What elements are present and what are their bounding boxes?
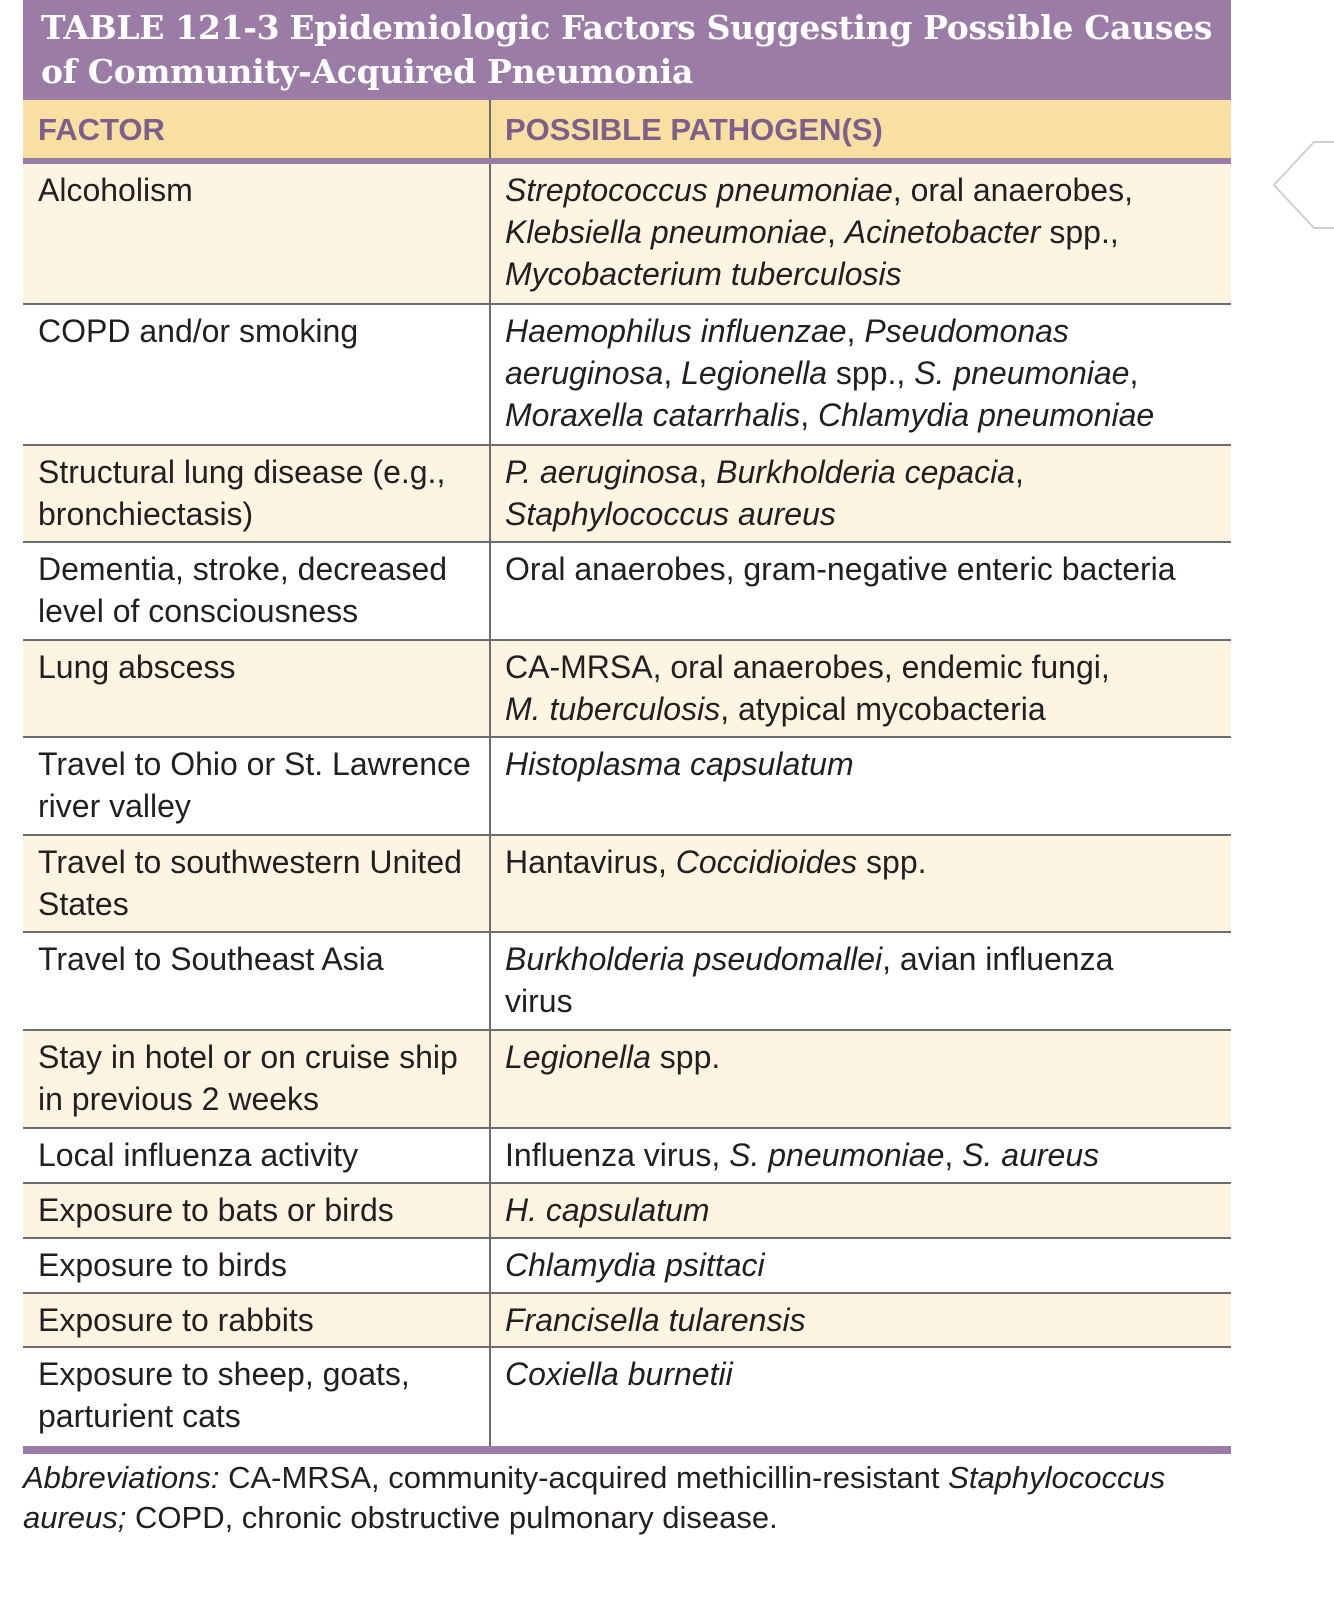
text-segment: Influenza virus, xyxy=(505,1137,730,1173)
text-segment: , xyxy=(698,454,717,490)
italic-text: Histoplasma capsulatum xyxy=(505,746,854,782)
italic-text: Abbreviations: xyxy=(23,1460,220,1495)
text-segment: Oral anaerobes, gram-negative enteric bacteria xyxy=(505,551,1176,587)
pathogen-cell xyxy=(491,933,1231,1029)
pathogen-cell xyxy=(491,1239,1231,1292)
factor-cell: Exposure to rabbits xyxy=(23,1294,491,1346)
pathogen-cell xyxy=(491,641,1231,736)
text-segment: COPD, chronic obstructive pulmonary disease. xyxy=(126,1500,778,1535)
factor-cell: Local influenza activity xyxy=(23,1129,491,1182)
table-row xyxy=(23,305,1231,446)
italic-text: Coccidioides xyxy=(675,844,858,880)
table-title-text: Epidemiologic Factors Suggesting Possible Causes of Community-Acquired Pneumonia xyxy=(41,8,1213,91)
factor-cell: Travel to Southeast Asia xyxy=(23,933,491,1029)
text-segment: spp., xyxy=(1049,214,1119,250)
pathogen-cell xyxy=(491,1348,1231,1446)
table-body xyxy=(23,164,1231,1454)
italic-text: Streptococcus pneumoniae xyxy=(505,172,893,208)
factor-cell: Lung abscess xyxy=(23,641,491,736)
chevron-left-icon[interactable] xyxy=(1270,140,1334,230)
text-segment: , xyxy=(827,214,845,250)
italic-text: Moraxella catarrhalis xyxy=(505,397,801,433)
pathogen-cell xyxy=(491,836,1231,931)
italic-text: Coxiella burnetii xyxy=(505,1356,733,1392)
italic-text: Chlamydia pneumoniae xyxy=(818,397,1155,433)
text-segment: , xyxy=(1014,454,1024,490)
italic-text: P. aeruginosa xyxy=(505,454,699,490)
factor-cell: Dementia, stroke, decreased level of consciousness xyxy=(23,543,491,639)
italic-text: S. pneumoniae xyxy=(729,1137,945,1173)
pathogen-cell xyxy=(491,1031,1231,1127)
table-row xyxy=(23,1239,1231,1294)
column-header-pathogens: POSSIBLE PATHOGEN(S) xyxy=(505,112,883,147)
table-row xyxy=(23,1031,1231,1129)
pathogen-cell xyxy=(491,543,1231,639)
italic-text: Chlamydia psittaci xyxy=(505,1247,765,1283)
italic-text: Legionella xyxy=(681,355,828,391)
factor-cell: Exposure to bats or birds xyxy=(23,1184,491,1237)
italic-text: Francisella tularensis xyxy=(505,1302,806,1338)
text-segment: , xyxy=(800,397,818,433)
factor-cell: Travel to southwestern United States xyxy=(23,836,491,931)
pathogen-cell xyxy=(491,738,1231,834)
table-row xyxy=(23,836,1231,933)
italic-text: Klebsiella pneumoniae xyxy=(505,214,827,250)
column-header-row xyxy=(23,100,1231,164)
factor-cell: Alcoholism xyxy=(23,164,491,303)
table-row xyxy=(23,738,1231,836)
pathogen-cell xyxy=(491,446,1231,541)
factor-cell: Stay in hotel or on cruise ship in previous 2 weeks xyxy=(23,1031,491,1127)
text-segment: , xyxy=(846,313,865,349)
italic-text: Acinetobacter xyxy=(844,214,1041,250)
factor-cell: Exposure to sheep, goats, parturient cats xyxy=(23,1348,491,1446)
column-header-factor: FACTOR xyxy=(23,100,491,158)
text-segment: CA-MRSA, community-acquired methicillin-resistant xyxy=(219,1460,949,1495)
italic-text: Staphylococcus aureus; xyxy=(23,1460,1166,1535)
text-segment: , oral anaerobes, xyxy=(892,172,1133,208)
pathogen-cell xyxy=(491,305,1231,444)
table-row xyxy=(23,1294,1231,1348)
table-row xyxy=(23,641,1231,738)
text-segment: CA-MRSA, oral anaerobes, endemic fungi, xyxy=(505,649,1110,685)
text-segment: spp. xyxy=(650,1039,721,1075)
table xyxy=(23,0,1231,1454)
italic-text: Mycobacterium tuberculosis xyxy=(505,256,902,292)
italic-text: S. aureus xyxy=(962,1137,1100,1173)
pathogen-cell xyxy=(491,1184,1231,1237)
table-row xyxy=(23,446,1231,543)
italic-text: S. pneumoniae xyxy=(914,355,1130,391)
table-row xyxy=(23,543,1231,641)
table-row xyxy=(23,164,1231,305)
table-row xyxy=(23,933,1231,1031)
text-segment: spp. xyxy=(857,844,927,880)
pathogen-cell xyxy=(491,164,1231,303)
factor-cell: COPD and/or smoking xyxy=(23,305,491,444)
text-segment: spp., xyxy=(827,355,915,391)
text-segment: , avian influenza virus xyxy=(505,941,1114,1019)
pathogen-cell xyxy=(491,1129,1231,1182)
italic-text: H. capsulatum xyxy=(505,1192,710,1228)
italic-text: Burkholderia pseudomallei xyxy=(505,941,883,977)
table-row xyxy=(23,1348,1231,1454)
text-segment: , xyxy=(1129,355,1139,391)
factor-cell: Structural lung disease (e.g., bronchiectasis) xyxy=(23,446,491,541)
italic-text: Burkholderia cepacia xyxy=(716,454,1015,490)
table-title xyxy=(23,0,1231,100)
table-row xyxy=(23,1129,1231,1184)
italic-text: Pseudomonas aeruginosa xyxy=(505,313,1069,391)
text-segment: , xyxy=(663,355,682,391)
table-row xyxy=(23,1184,1231,1239)
pathogen-cell xyxy=(491,1294,1231,1346)
text-segment: , xyxy=(944,1137,963,1173)
factor-cell: Travel to Ohio or St. Lawrence river valley xyxy=(23,738,491,834)
italic-text: Staphylococcus aureus xyxy=(505,496,836,532)
italic-text: M. tuberculosis xyxy=(505,691,721,727)
table-footnote xyxy=(23,1458,1253,1538)
text-segment: Hantavirus, xyxy=(505,844,676,880)
italic-text: Haemophilus influenzae xyxy=(505,313,847,349)
text-segment: , atypical mycobacteria xyxy=(720,691,1046,727)
italic-text: Legionella xyxy=(505,1039,651,1075)
factor-cell: Exposure to birds xyxy=(23,1239,491,1292)
table-number: TABLE 121-3 xyxy=(41,8,280,47)
